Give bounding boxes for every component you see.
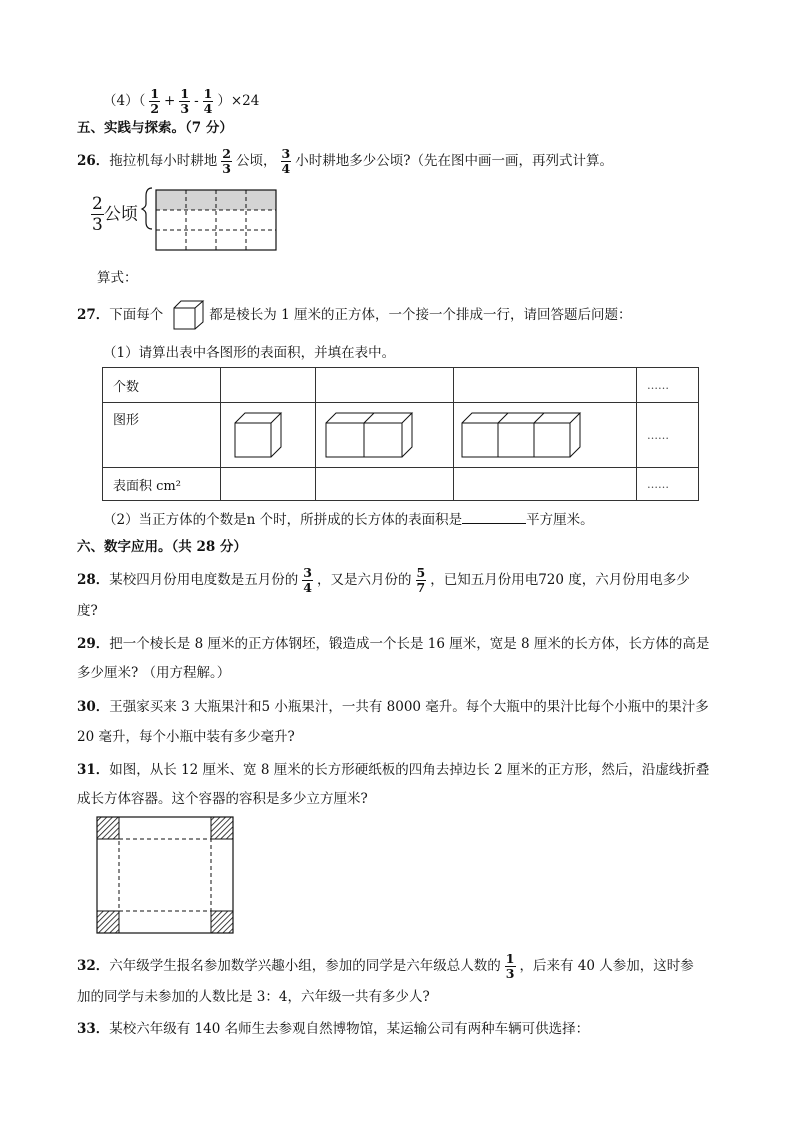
two-cubes-icon [316,403,444,463]
shape-cell-2 [316,403,454,468]
q27-text: 27．下面每个 都是棱长为 1 厘米的正方体，一个接一个排成一行，请回答题后问题： [77,307,632,323]
fraction-5-7: $\frac{5}{7}$ [416,565,426,595]
q32-line2: 加的同学与未参加的人数比是 3：4，六年级一共有多少人? [77,989,430,1005]
q30-line2: 20 毫升，每个小瓶中装有多少毫升? [77,729,295,745]
fraction-figure: $\frac{2}{3}$ [92,194,103,235]
q33-line1: 33．某校六年级有 140 名师生去参观自然博物馆，某运输公司有两种车辆可供选择： [77,1021,590,1037]
section-5-title: 五、实践与探索。（7 分） [77,120,233,136]
q28-line1: 28．某校四月份用电度数是五月份的 $\frac{3}{4}$ ，又是六月份的 $\frac{5}{7}$ ，已知五月份用电720 度，六月份用电多少 [77,565,690,595]
q32-line1: 32．六年级学生报名参加数学兴趣小组，参加的同学是六年级总人数的 $\frac{1}{3}$ ，后来有 40 人参加，这时参 [77,951,694,981]
fraction-2-3: $\frac{2}{3}$ [222,146,231,176]
q26-text: 26．拖拉机每小时耕地 $\frac{2}{3}$ 公顷， $\frac{3}{4}$ 小时耕地多少公顷?（先在图中画一画，再列式计算。 [77,146,613,176]
brace-icon [142,188,152,229]
corner-square [211,911,233,933]
answer-blank[interactable] [462,509,526,524]
table-row-count [103,368,699,403]
fraction-3-4: $\frac{3}{4}$ [303,565,312,595]
q28-line2: 度? [77,603,98,619]
q27-sub2: （2）当正方体的个数是n 个时，所拼成的长方体的表面积是 平方厘米。 [103,509,594,530]
shape-cell-1 [221,403,316,468]
shape-cell-3 [454,403,637,468]
fraction-1-2: $\frac{1}{2}$ [150,86,160,116]
table-row-area [103,468,699,501]
answer-cell[interactable] [316,468,454,501]
fraction-1-4: $\frac{1}{4}$ [203,86,213,116]
one-cube-icon [221,403,311,463]
ellipsis-cell: …… [637,468,699,501]
q29-line2: 多少厘米? （用方程解。） [77,665,231,681]
q31-line2: 成长方体容器。这个容器的容积是多少立方厘米? [77,791,368,807]
cardboard-figure [96,816,236,936]
row-label-shape: 图形 [103,403,221,468]
answer-cell[interactable] [221,368,316,403]
fraction-1-3: $\frac{1}{3}$ [180,86,190,116]
q29-line1: 29．把一个棱长是 8 厘米的正方体钢坯，锻造成一个长是 16 厘米，宽是 8 厘米的长方体，长方体的高是 [77,636,710,652]
corner-square [97,817,119,839]
section-6-title: 六、数字应用。（共 28 分） [77,539,247,555]
row-label-count: 个数 [103,368,221,403]
q25-4-expression: （4）（ $\frac{1}{2}$ + $\frac{1}{3}$ - $\frac{1}{4}$ ）×24 [103,86,260,116]
three-cubes-icon [454,403,626,463]
cube-icon [172,299,206,331]
answer-cell[interactable] [221,468,316,501]
q27-sub1: （1）请算出表中各图形的表面积，并填在表中。 [103,345,396,361]
q26-grid-figure [140,186,280,256]
row-label-area: 表面积 cm² [103,468,221,501]
corner-square [97,911,119,933]
answer-cell[interactable] [454,368,637,403]
ellipsis-cell: …… [637,368,699,403]
ellipsis-cell: …… [637,403,699,468]
q26-figure-label: $\frac{2}{3}$ 公顷 [92,194,138,235]
corner-square [211,817,233,839]
surface-area-table [102,367,699,501]
q26-formula-label: 算式： [97,270,138,286]
fold-lines [119,839,211,911]
fraction-1-3: $\frac{1}{3}$ [505,951,515,981]
answer-cell[interactable] [454,468,637,501]
table-row-shape [103,403,699,468]
q31-line1: 31．如图，从长 12 厘米、宽 8 厘米的长方形硬纸板的四角去掉边长 2 厘米的正方形，然后，沿虚线折叠 [77,762,710,778]
fraction-3-4: $\frac{3}{4}$ [281,146,291,176]
q30-line1: 30．王强家买来 3 大瓶果汁和5 小瓶果汁，一共有 8000 毫升。每个大瓶中的果汁比每个小瓶中的果汁多 [77,699,709,715]
answer-cell[interactable] [316,368,454,403]
